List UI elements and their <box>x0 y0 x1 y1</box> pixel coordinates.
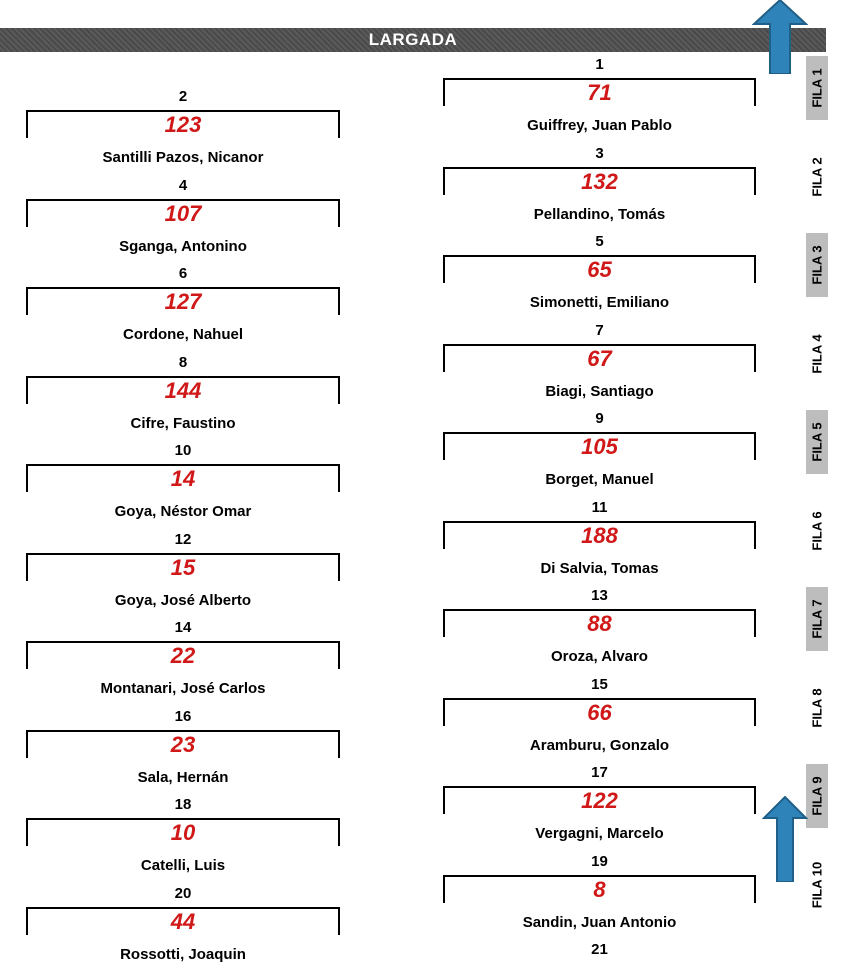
driver-name: Borget, Manuel <box>545 471 654 488</box>
grid-position-number: 9 <box>595 410 604 427</box>
car-number: 123 <box>164 112 202 137</box>
fila-row-marker <box>806 322 828 386</box>
grid-position-number: 3 <box>595 144 604 162</box>
car-number: 122 <box>581 788 618 813</box>
grid-position-number: 11 <box>591 498 608 516</box>
grid-position-number: 19 <box>591 852 608 870</box>
car-number: 132 <box>581 168 618 194</box>
fila-row-marker <box>806 676 828 740</box>
fila-label: FILA 3 <box>809 245 825 285</box>
car-number: 127 <box>164 289 202 314</box>
grid-position-number: 8 <box>178 353 188 371</box>
driver-name: Catelli, Luis <box>140 857 226 874</box>
driver-name: Sganga, Antonino <box>119 237 247 255</box>
car-number: 105 <box>581 434 618 459</box>
grid-position-number: 21 <box>591 941 608 958</box>
fila-label: FILA 1 <box>809 68 825 108</box>
car-number: 188 <box>581 522 618 548</box>
driver-name: Sandin, Juan Antonio <box>522 913 677 931</box>
car-number: 44 <box>170 908 196 934</box>
car-number: 144 <box>164 377 202 403</box>
driver-name: Sala, Hernán <box>137 768 229 786</box>
car-number: 14 <box>170 466 196 491</box>
driver-name: Pellandino, Tomás <box>533 205 666 223</box>
grid-position-number: 2 <box>178 88 188 105</box>
fila-row-marker <box>806 410 828 474</box>
grid-position-number: 14 <box>174 619 192 636</box>
grid-position-number: 18 <box>174 796 192 813</box>
grid-position-number: 10 <box>174 442 192 459</box>
fila-row-marker <box>806 56 828 120</box>
driver-name: Santilli Pazos, Nicanor <box>102 149 264 166</box>
grid-position-number: 5 <box>595 233 604 250</box>
driver-name: Goya, Néstor Omar <box>114 503 252 520</box>
car-number: 10 <box>170 820 196 845</box>
up-arrow-icon <box>762 796 808 882</box>
fila-row-marker <box>806 145 828 209</box>
car-number: 15 <box>170 554 196 580</box>
car-number: 8 <box>593 876 606 902</box>
fila-row-marker <box>806 587 828 651</box>
driver-name: Rossotti, Joaquin <box>120 945 246 963</box>
largada-banner <box>0 28 826 52</box>
grid-position-number: 6 <box>178 265 188 282</box>
driver-name: Di Salvia, Tomas <box>540 559 659 577</box>
grid-position-number: 7 <box>595 321 604 339</box>
car-number: 23 <box>170 731 196 757</box>
fila-row-marker <box>806 499 828 563</box>
fila-label: FILA 8 <box>809 687 825 728</box>
driver-name: Oroza, Alvaro <box>551 648 648 665</box>
fila-row-marker <box>806 233 828 297</box>
grid-position-number: 17 <box>591 764 608 781</box>
driver-name: Montanari, José Carlos <box>100 680 266 697</box>
fila-label: FILA 5 <box>809 422 825 462</box>
grid-position-number: 15 <box>591 675 608 693</box>
largada-title: LARGADA <box>368 30 458 49</box>
fila-label: FILA 9 <box>809 776 825 816</box>
fila-label: FILA 10 <box>809 861 825 908</box>
car-number: 88 <box>587 611 612 636</box>
driver-name: Cordone, Nahuel <box>122 326 243 343</box>
car-number: 65 <box>587 257 612 282</box>
grid-position-number: 13 <box>591 587 608 604</box>
up-arrow-icon <box>752 0 808 74</box>
grid-position-number: 16 <box>174 707 192 725</box>
driver-name: Aramburu, Gonzalo <box>529 736 670 754</box>
grid-position-number: 12 <box>174 530 192 548</box>
grid-position-number: 4 <box>178 176 188 194</box>
car-number: 67 <box>587 345 612 371</box>
fila-label: FILA 6 <box>809 510 825 551</box>
driver-name: Biagi, Santiago <box>545 382 654 400</box>
driver-name: Cifre, Faustino <box>130 414 236 432</box>
car-number: 66 <box>587 699 612 725</box>
fila-row-marker <box>806 853 828 917</box>
fila-label: FILA 4 <box>809 333 825 374</box>
driver-name: Simonetti, Emiliano <box>529 294 670 311</box>
driver-name: Guiffrey, Juan Pablo <box>527 117 672 134</box>
driver-name: Goya, José Alberto <box>114 591 252 609</box>
fila-label: FILA 7 <box>809 599 825 639</box>
driver-name: Vergagni, Marcelo <box>535 825 664 842</box>
car-number: 107 <box>164 200 202 226</box>
car-number: 71 <box>587 80 612 105</box>
car-number: 22 <box>170 643 196 668</box>
fila-label: FILA 2 <box>809 156 825 197</box>
fila-row-marker <box>806 764 828 828</box>
grid-position-number: 20 <box>174 884 192 902</box>
grid-position-number: 1 <box>595 56 604 73</box>
